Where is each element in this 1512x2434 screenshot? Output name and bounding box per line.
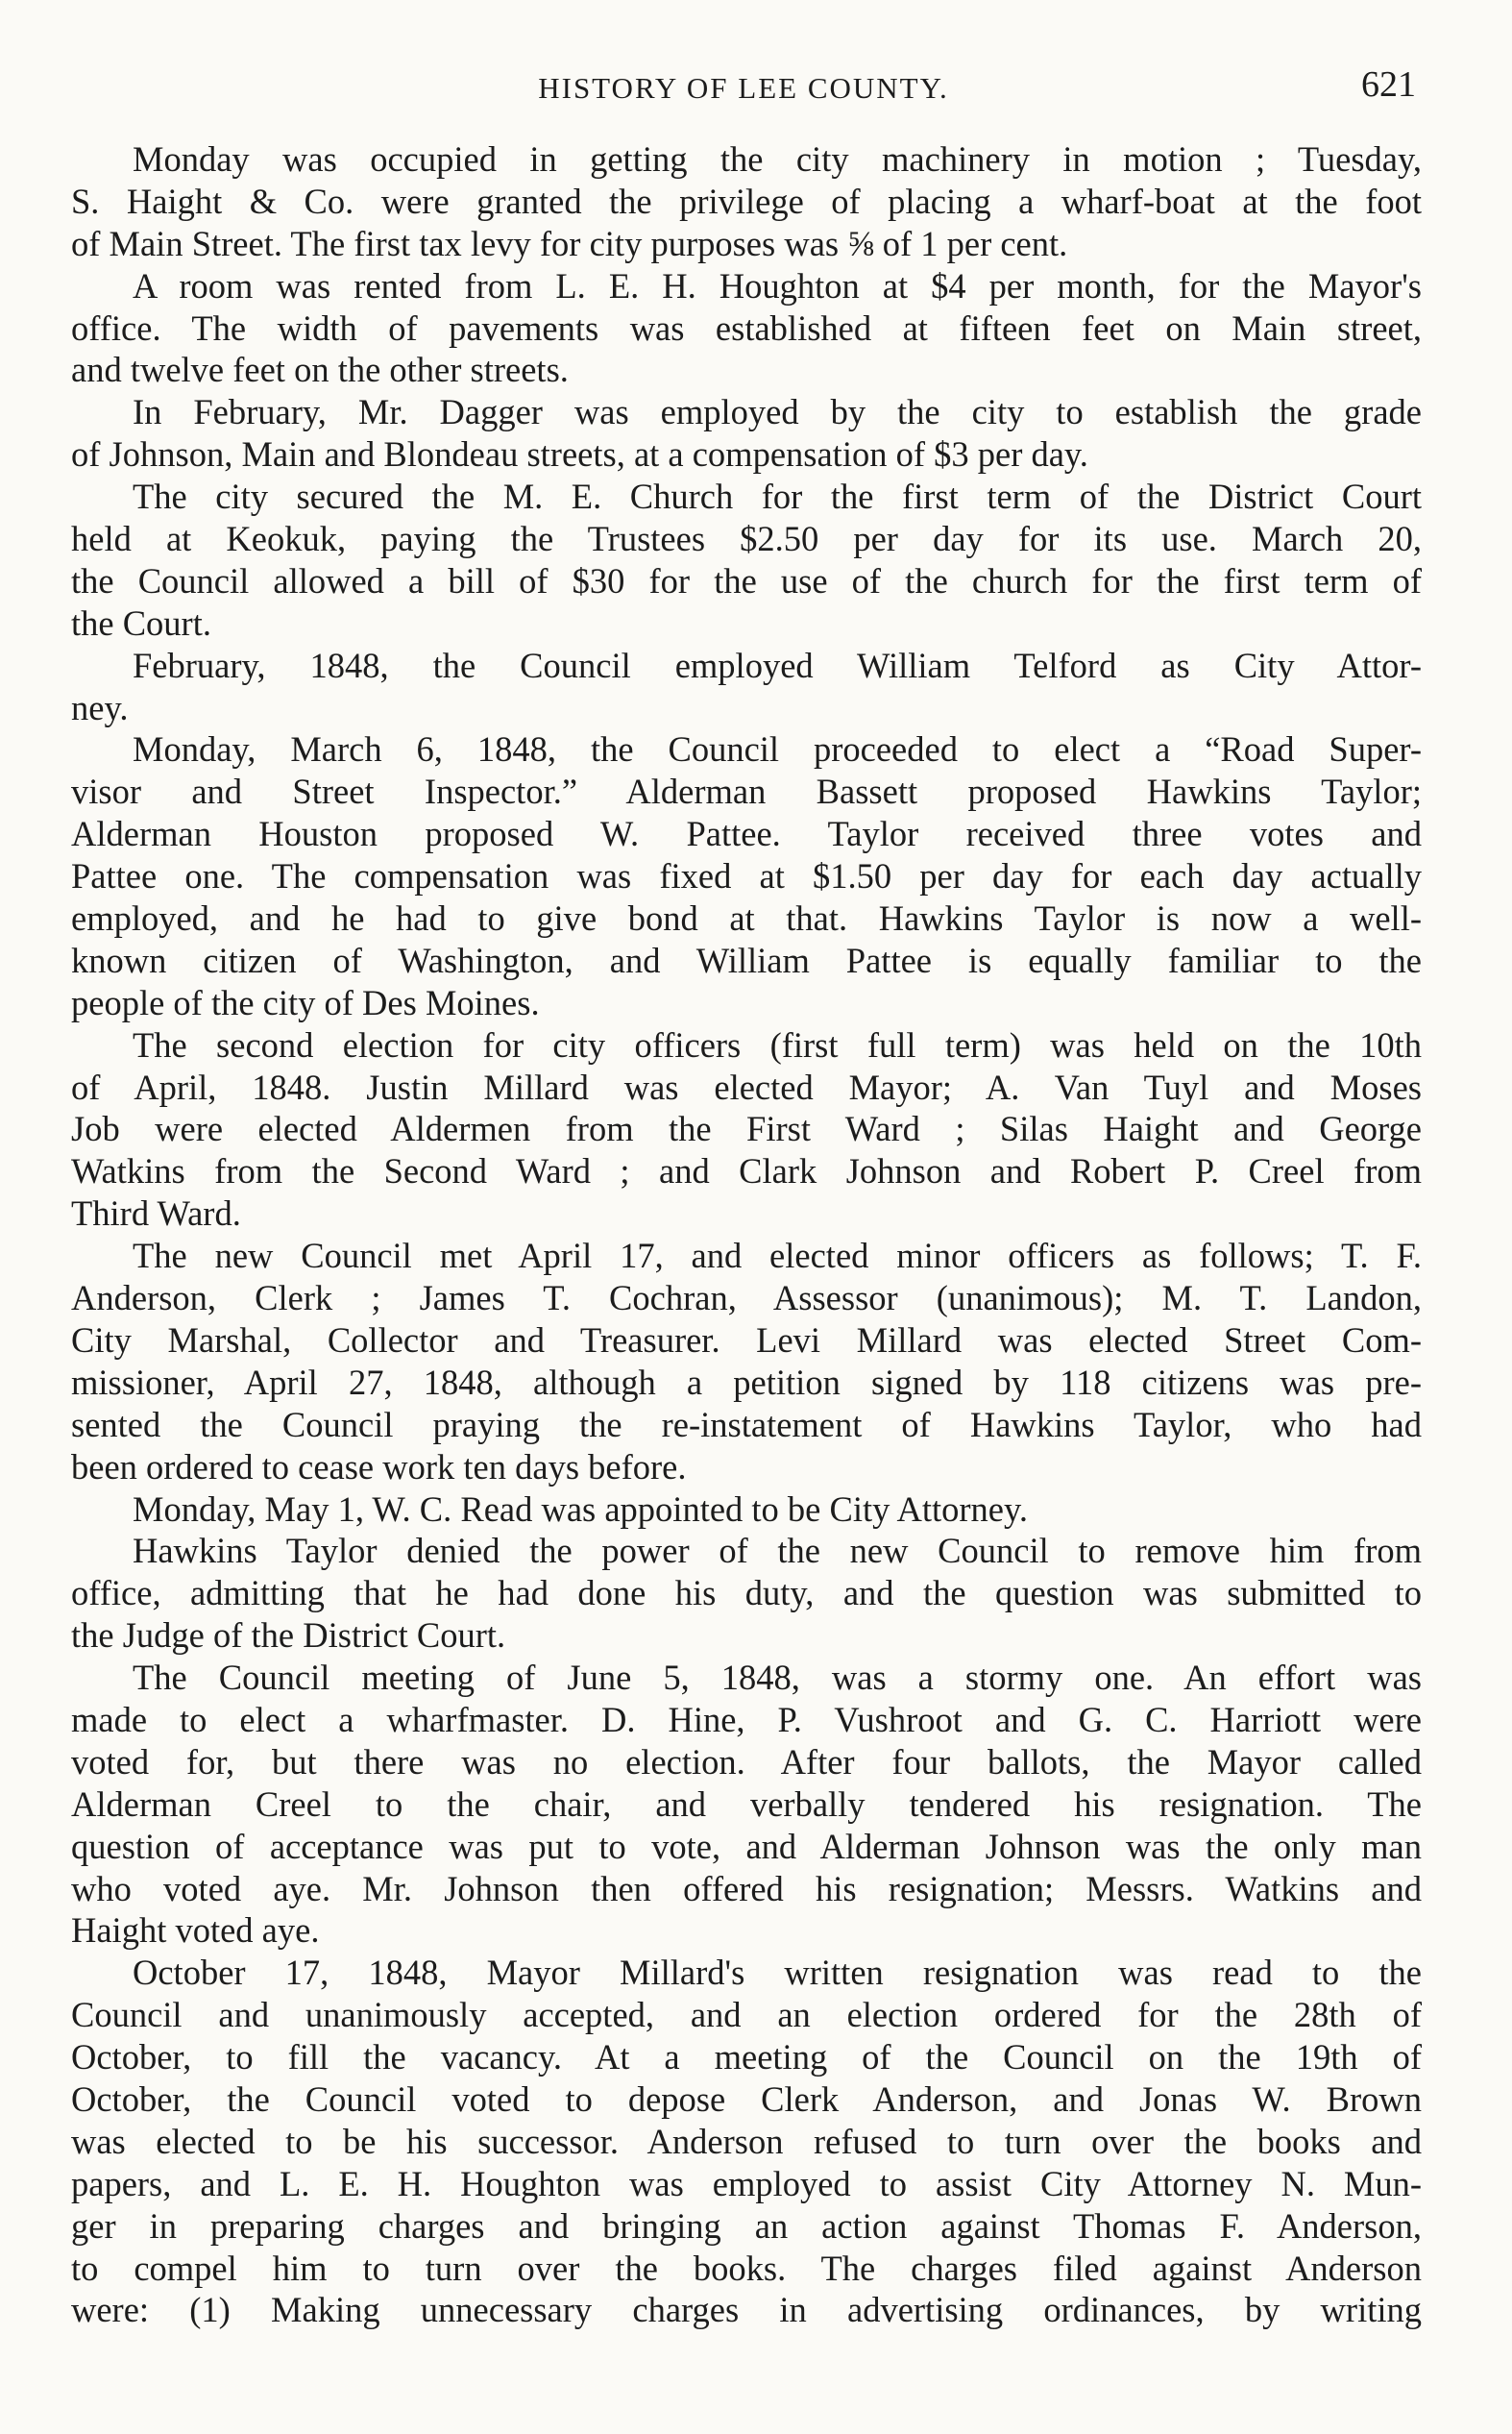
text-line: The city secured the M. E. Church for the first term of the District Court (133, 477, 1422, 517)
running-head (71, 63, 1416, 113)
text-line: the Judge of the District Court. (71, 1615, 506, 1656)
text-line: February, 1848, the Council employed William Telford as City Attor- (133, 645, 1422, 685)
text-line: was elected to be his successor. Anderson refused to turn over the books and (71, 2121, 1422, 2161)
text-line: office, admitting that he had done his duty, and the question was submitted to (71, 1573, 1422, 1613)
text-line: missioner, April 27, 1848, although a petition signed by 118 citizens was pre- (71, 1362, 1422, 1402)
body-text (71, 138, 1422, 2331)
text-line: City Marshal, Collector and Treasurer. Levi Millard was elected Street Com- (71, 1319, 1422, 1360)
text-line: The second election for city officers (first full term) was held on the 10th (133, 1024, 1422, 1065)
text-line: October, the Council voted to depose Clerk Anderson, and Jonas W. Brown (71, 2078, 1422, 2119)
text-line: office. The width of pavements was established at fifteen feet on Main street, (71, 307, 1422, 348)
text-line: Watkins from the Second Ward ; and Clark Johnson and Robert P. Creel from (71, 1151, 1422, 1192)
text-line: October, to fill the vacancy. At a meeting of the Council on the 19th of (71, 2037, 1422, 2078)
text-line: Council and unanimously accepted, and an election ordered for the 28th of (71, 1995, 1422, 2035)
text-line: visor and Street Inspector.” Alderman Bassett proposed Hawkins Taylor; (71, 772, 1422, 812)
text-line: voted for, but there was no election. After four ballots, the Mayor called (71, 1741, 1422, 1782)
text-line: In February, Mr. Dagger was employed by the city to establish the grade (133, 392, 1422, 432)
text-line: of Main Street. The first tax levy for city purposes was ⅝ of 1 per cent. (71, 223, 1068, 263)
text-line: papers, and L. E. H. Houghton was employed to assist City Attorney N. Mun- (71, 2163, 1422, 2203)
text-line: A room was rented from L. E. H. Houghton at $4 per month, for the Mayor's (133, 265, 1422, 306)
text-line: employed, and he had to give bond at that. Hawkins Taylor is now a well- (71, 898, 1422, 939)
text-line: ney. (71, 687, 129, 727)
text-line: people of the city of Des Moines. (71, 982, 540, 1022)
text-line: Monday, May 1, W. C. Read was appointed to be City Attorney. (133, 1488, 1028, 1529)
text-line: October 17, 1848, Mayor Millard's written resignation was read to the (133, 1953, 1422, 1993)
text-line: Alderman Creel to the chair, and verbally tendered his resignation. The (71, 1783, 1422, 1824)
text-line: The new Council met April 17, and elected minor officers as follows; T. F. (133, 1236, 1422, 1276)
text-line: Third Ward. (71, 1193, 241, 1234)
text-line: ger in preparing charges and bringing an action against Thomas F. Anderson, (71, 2205, 1422, 2246)
text-line: who voted aye. Mr. Johnson then offered his resignation; Messrs. Watkins and (71, 1868, 1422, 1908)
text-line: Monday, March 6, 1848, the Council proceeded to elect a “Road Super- (133, 729, 1422, 770)
text-line: held at Keokuk, paying the Trustees $2.50 per day for its use. March 20, (71, 519, 1422, 559)
text-line: question of acceptance was put to vote, and Alderman Johnson was the only man (71, 1826, 1422, 1866)
text-line: made to elect a wharfmaster. D. Hine, P. Vushroot and G. C. Harriott were (71, 1699, 1422, 1739)
page-number: 621 (1361, 64, 1416, 105)
text-line: Pattee one. The compensation was fixed at $1.50 per day for each day actually (71, 856, 1422, 897)
text-line: and twelve feet on the other streets. (71, 350, 569, 390)
text-line: Alderman Houston proposed W. Pattee. Taylor received three votes and (71, 814, 1422, 854)
text-line: of Johnson, Main and Blondeau streets, at a compensation of $3 per day. (71, 434, 1088, 475)
text-line: known citizen of Washington, and William Pattee is equally familiar to the (71, 940, 1422, 980)
text-line: Anderson, Clerk ; James T. Cochran, Assessor (unanimous); M. T. Landon, (71, 1278, 1422, 1318)
text-line: the Court. (71, 602, 211, 643)
running-title: HISTORY OF LEE COUNTY. (538, 71, 949, 105)
text-line: the Council allowed a bill of $30 for the use of the church for the first term of (71, 560, 1422, 601)
text-line: Monday was occupied in getting the city machinery in motion ; Tuesday, (133, 139, 1422, 179)
text-line: sented the Council praying the re-instatement of Hawkins Taylor, who had (71, 1404, 1422, 1444)
text-line: Job were elected Aldermen from the First Ward ; Silas Haight and George (71, 1109, 1422, 1149)
text-line: Hawkins Taylor denied the power of the new Council to remove him from (133, 1531, 1422, 1571)
text-line: been ordered to cease work ten days before. (71, 1446, 687, 1487)
text-line: Haight voted aye. (71, 1910, 320, 1951)
text-line: The Council meeting of June 5, 1848, was a stormy one. An effort was (133, 1658, 1422, 1698)
text-line: were: (1) Making unnecessary charges in advertising ordinances, by writing (71, 2290, 1422, 2330)
text-line: to compel him to turn over the books. The charges filed against Anderson (71, 2248, 1422, 2288)
text-line: of April, 1848. Justin Millard was elected Mayor; A. Van Tuyl and Moses (71, 1067, 1422, 1107)
text-line: S. Haight & Co. were granted the privilege of placing a wharf-boat at the foot (71, 181, 1422, 221)
